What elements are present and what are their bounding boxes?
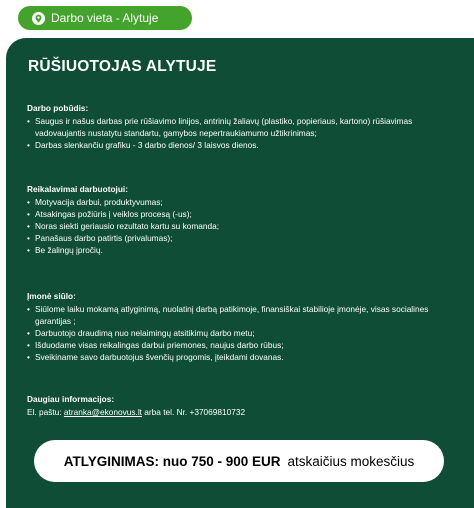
section-heading: Darbo pobūdis: [27, 103, 89, 113]
location-pin-icon [32, 12, 45, 25]
contact-prefix: El. paštu: [27, 407, 64, 417]
list-item: • Motyvacija darbui, produktyvumas; [27, 196, 457, 208]
section-job-description [27, 102, 457, 151]
section-company-offers [27, 290, 457, 363]
list-item: • Sveikiname savo darbuotojus švenčių progomis, įteikdami dovanas. [27, 351, 457, 363]
section-requirements [27, 183, 457, 256]
section-heading: Reikalavimai darbuotojui: [27, 184, 128, 194]
section-heading: Įmonė siūlo: [27, 291, 76, 301]
job-card [6, 38, 474, 508]
email-link[interactable]: atranka@ekonovus.lt [63, 407, 142, 417]
list-item: • Saugus ir našus darbas prie rūšiavimo linijos, antrinių žaliavų (plastiko, popieriaus, kartono) rūšiavimas vadovaujantis nustatytu standartu, gamybos nepertraukiamumo užtikrinimas; [27, 115, 457, 139]
location-label: Darbo vieta - Alytuje [51, 11, 159, 25]
salary-label: ATLYGINIMAS: nuo 750 - 900 EUR [63, 453, 281, 469]
list-item: • Noras siekti geriausio rezultato kartu su komanda; [27, 220, 457, 232]
section-contact [27, 393, 457, 418]
list-item: • Darbas slenkančiu grafiku - 3 darbo dienos/ 3 laisvos dienos. [27, 139, 457, 151]
contact-line [27, 406, 457, 418]
contact-suffix: arba tel. Nr. +37069810732 [141, 407, 246, 417]
list-item: • Be žalingų įpročių. [27, 244, 457, 256]
list-item: • Atsakingas požiūris į veiklos procesą (-us); [27, 208, 457, 220]
salary-banner [34, 440, 444, 482]
location-badge [18, 6, 192, 30]
list-item: • Panašaus darbo patirtis (privalumas); [27, 232, 457, 244]
list-item: • Darbuotojo draudimą nuo nelaimingų atsitikimų darbo metu; [27, 327, 457, 339]
list-item: • Išduodame visas reikalingas darbui priemones, naujus darbo rūbus; [27, 339, 457, 351]
section-heading: Daugiau informacijos: [27, 394, 115, 404]
list-item: • Siūlome laiku mokamą atlyginimą, nuolatinį darbą patikimoje, finansiškai stabilioje įmonėje, visas socialines garantijas ; [27, 303, 457, 327]
job-title: RŪŠIUOTOJAS ALYTUJE [28, 58, 217, 75]
salary-note: atskaičius mokesčius [287, 453, 415, 469]
